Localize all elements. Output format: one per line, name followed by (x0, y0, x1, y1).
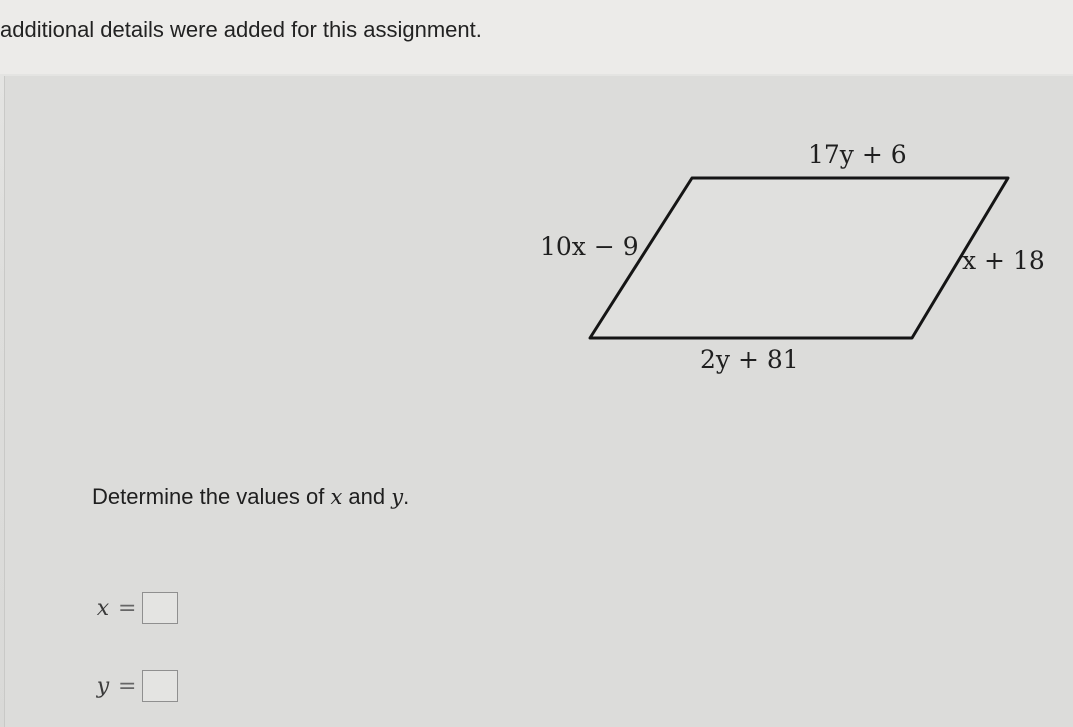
answer-label-y: y (96, 673, 110, 699)
left-side-label: 10x − 9 (540, 232, 639, 261)
question-text (92, 484, 409, 510)
answer-input-y[interactable] (142, 670, 178, 702)
assignment-header (0, 0, 1073, 74)
question-var-y: y (391, 485, 404, 509)
equals-sign-y: = (118, 673, 137, 699)
answer-input-x[interactable] (142, 592, 178, 624)
answer-row-x (92, 588, 178, 628)
question-prefix: Determine the values of (92, 484, 331, 509)
answer-label-x: x (96, 595, 110, 621)
answer-row-y (92, 666, 178, 706)
bottom-side-label: 2y + 81 (700, 345, 799, 374)
top-side-label: 17y + 6 (808, 140, 907, 169)
question-middle: and (342, 484, 392, 509)
right-side-label: x + 18 (962, 246, 1045, 275)
parallelogram-outline (590, 178, 1008, 338)
equals-sign-x: = (118, 595, 137, 621)
parallelogram-figure (530, 130, 1070, 390)
question-var-x: x (330, 485, 343, 509)
question-suffix: . (403, 484, 410, 509)
assignment-details-text: additional details were added for this assignment. (0, 17, 482, 42)
